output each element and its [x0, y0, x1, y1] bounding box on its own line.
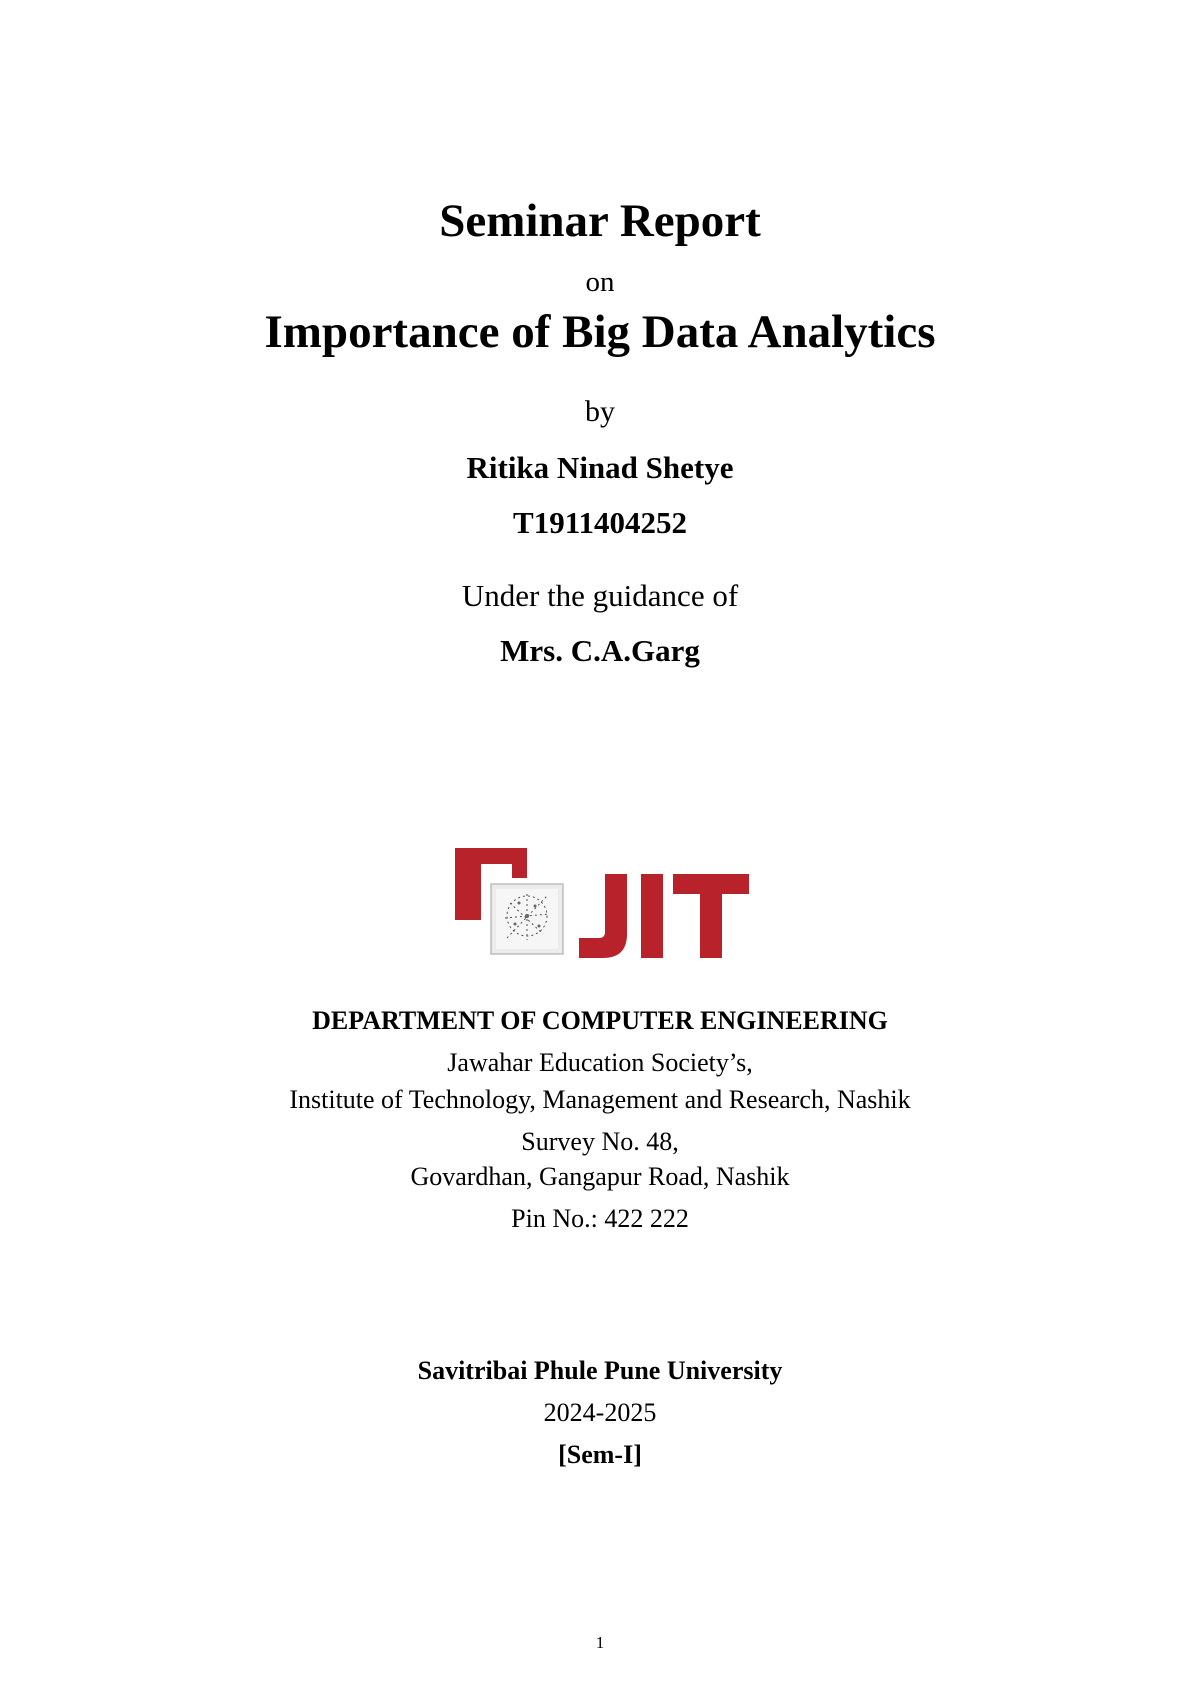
report-title: Seminar Report: [439, 195, 761, 247]
on-label: on: [585, 266, 615, 298]
address-pin: Pin No.: 422 222: [511, 1204, 689, 1233]
address-survey: Survey No. 48,: [521, 1127, 679, 1156]
emblem-icon: [491, 884, 563, 954]
guide-name: Mrs. C.A.Garg: [500, 633, 700, 668]
academic-year: 2024-2025: [543, 1398, 657, 1427]
page-number: 1: [595, 1633, 605, 1652]
roll-number: T1911404252: [513, 505, 687, 540]
author-name: Ritika Ninad Shetye: [466, 450, 734, 485]
address-road: Govardhan, Gangapur Road, Nashik: [410, 1162, 790, 1191]
logo-letters: [579, 874, 749, 958]
university-name: Savitribai Phule Pune University: [417, 1356, 783, 1385]
jit-logo: [455, 848, 755, 960]
by-label: by: [585, 395, 615, 428]
department-name: DEPARTMENT OF COMPUTER ENGINEERING: [312, 1006, 888, 1035]
society-name: Jawahar Education Society’s,: [447, 1048, 753, 1077]
semester-label: [Sem-I]: [558, 1440, 642, 1469]
logo-bracket-right: [512, 848, 527, 878]
report-topic: Importance of Big Data Analytics: [264, 306, 936, 358]
institute-name: Institute of Technology, Management and Research, Nashik: [289, 1085, 911, 1114]
guidance-label: Under the guidance of: [461, 578, 739, 613]
logo-bracket-left: [455, 848, 481, 920]
